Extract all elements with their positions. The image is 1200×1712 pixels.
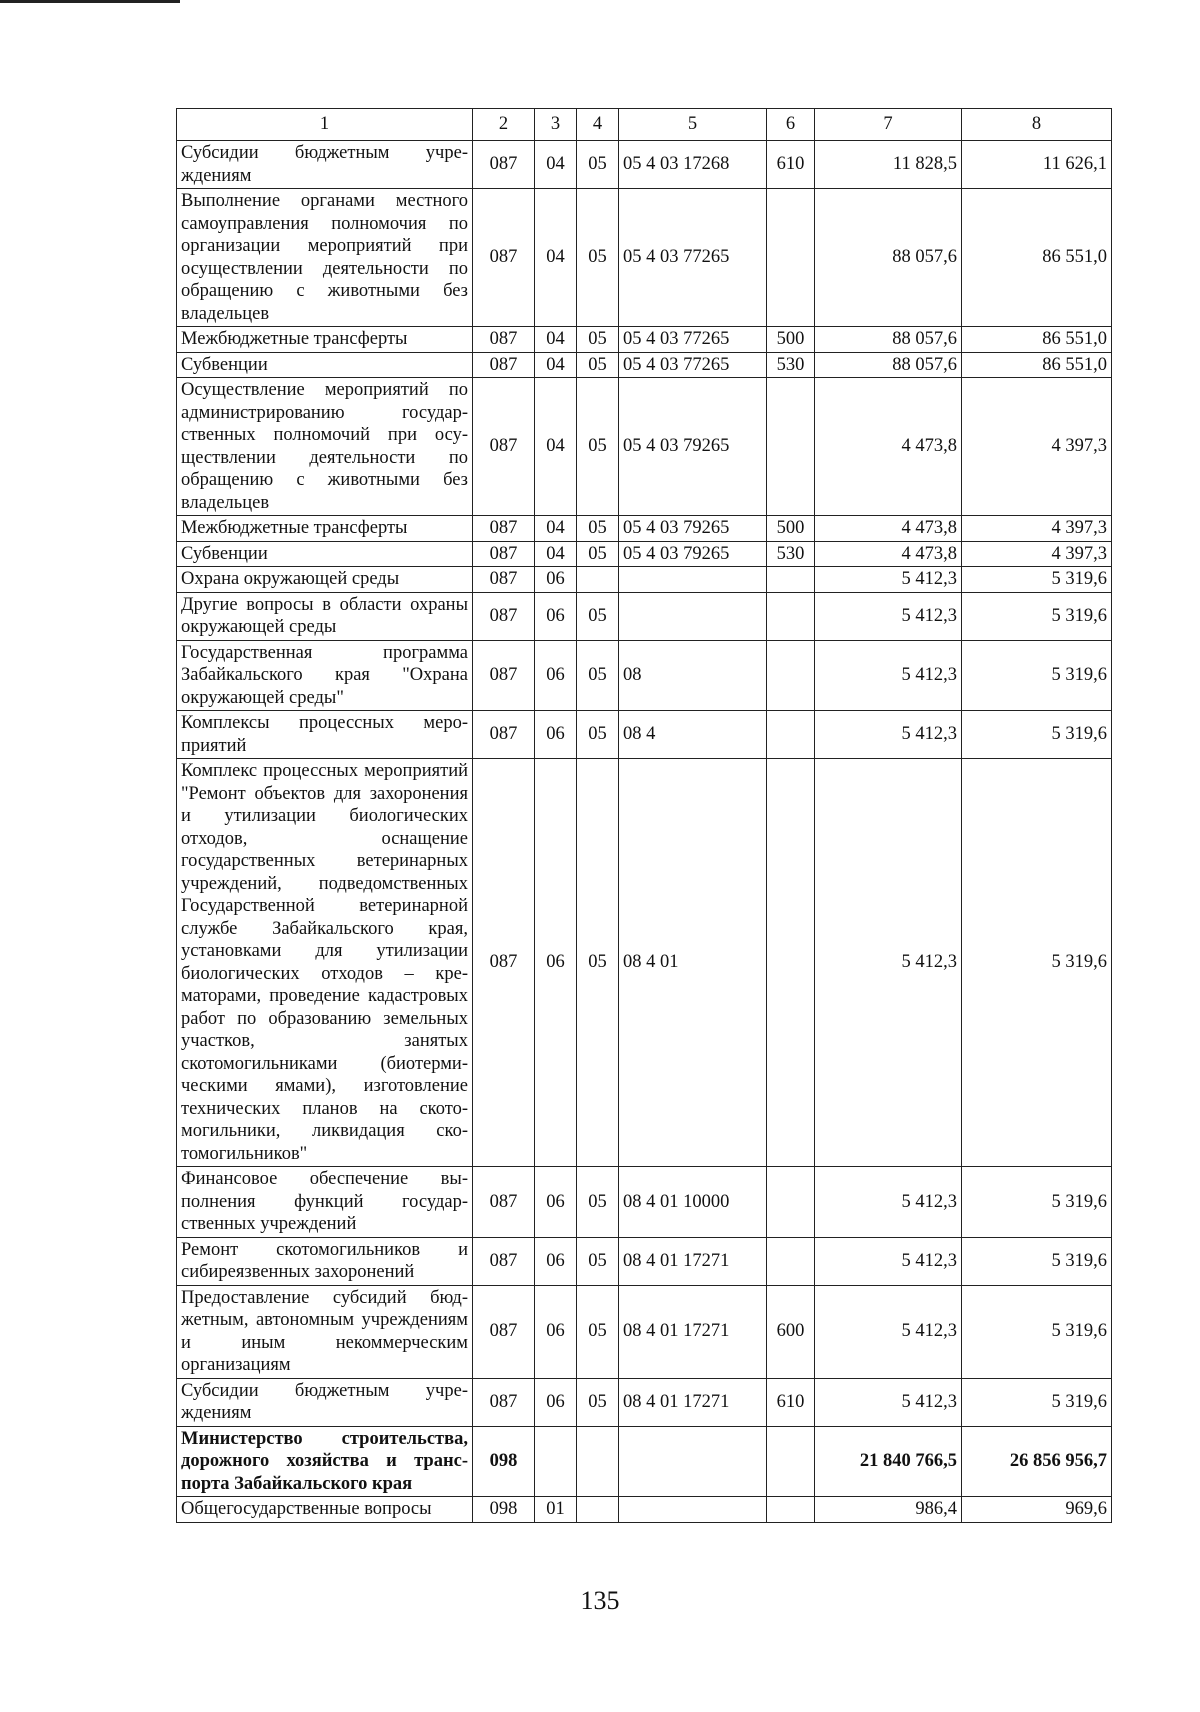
table-body	[177, 141, 1112, 1523]
header-col-2: 2	[473, 109, 535, 141]
row-name-cell: Межбюджетные трансферты	[177, 516, 473, 542]
col-3-cell: 04	[535, 327, 577, 353]
table-row	[177, 1237, 1112, 1285]
col-5-cell	[619, 567, 767, 593]
col-4-cell: 05	[577, 1167, 619, 1238]
header-col-3: 3	[535, 109, 577, 141]
col-2-cell: 087	[473, 1237, 535, 1285]
col-5-cell: 08 4 01 17271	[619, 1237, 767, 1285]
col-6-cell: 610	[767, 141, 815, 189]
col-5-cell: 05 4 03 77265	[619, 352, 767, 378]
row-name-cell: Осуществление мероприятий по администрированию государственных полномочий при осуществлении деятельности по обращению с животными без владельцев	[177, 378, 473, 516]
table-row	[177, 378, 1112, 516]
header-col-7: 7	[815, 109, 962, 141]
row-name-cell: Субсидии бюджетным учреждениям	[177, 1378, 473, 1426]
col-5-cell: 08	[619, 640, 767, 711]
col-7-cell: 5 412,3	[815, 1167, 962, 1238]
table-row	[177, 567, 1112, 593]
col-7-cell: 5 412,3	[815, 567, 962, 593]
col-6-cell	[767, 567, 815, 593]
col-4-cell: 05	[577, 352, 619, 378]
col-3-cell: 06	[535, 1285, 577, 1378]
col-4-cell: 05	[577, 378, 619, 516]
col-2-cell: 087	[473, 327, 535, 353]
col-7-cell: 5 412,3	[815, 1378, 962, 1426]
col-7-cell: 88 057,6	[815, 352, 962, 378]
col-5-cell: 05 4 03 17268	[619, 141, 767, 189]
col-2-cell: 087	[473, 1285, 535, 1378]
col-8-cell: 11 626,1	[962, 141, 1112, 189]
header-col-8: 8	[962, 109, 1112, 141]
col-3-cell: 04	[535, 352, 577, 378]
col-2-cell: 087	[473, 1378, 535, 1426]
table-row	[177, 1426, 1112, 1497]
col-2-cell: 087	[473, 711, 535, 759]
col-7-cell: 11 828,5	[815, 141, 962, 189]
row-name-cell: Ремонт скотомогильников и сибиреязвенных захоронений	[177, 1237, 473, 1285]
col-6-cell	[767, 759, 815, 1167]
table-row	[177, 711, 1112, 759]
col-3-cell: 06	[535, 1167, 577, 1238]
col-8-cell: 86 551,0	[962, 189, 1112, 327]
row-name-cell: Предоставление субсидий бюджетным, автономным учреждениям и иным некоммерческим организациям	[177, 1285, 473, 1378]
table-row	[177, 1378, 1112, 1426]
table-row	[177, 516, 1112, 542]
col-4-cell: 05	[577, 711, 619, 759]
col-8-cell: 5 319,6	[962, 1285, 1112, 1378]
row-name-cell: Выполнение органами местного самоуправления полномочия по организации мероприятий при осуществлении деятельности по обращению с животными без владельцев	[177, 189, 473, 327]
col-5-cell: 05 4 03 77265	[619, 327, 767, 353]
col-7-cell: 5 412,3	[815, 640, 962, 711]
table-row	[177, 1167, 1112, 1238]
col-3-cell: 06	[535, 567, 577, 593]
col-8-cell: 5 319,6	[962, 1378, 1112, 1426]
col-3-cell: 04	[535, 189, 577, 327]
col-3-cell: 06	[535, 711, 577, 759]
col-8-cell: 969,6	[962, 1497, 1112, 1523]
col-7-cell: 88 057,6	[815, 327, 962, 353]
row-name-cell: Государственная программа Забайкальского края "Охрана окружающей среды"	[177, 640, 473, 711]
col-5-cell: 08 4 01	[619, 759, 767, 1167]
col-4-cell: 05	[577, 1378, 619, 1426]
col-8-cell: 5 319,6	[962, 640, 1112, 711]
col-2-cell: 087	[473, 592, 535, 640]
col-7-cell: 5 412,3	[815, 1237, 962, 1285]
row-name-cell: Субвенции	[177, 352, 473, 378]
table-row	[177, 1285, 1112, 1378]
col-6-cell	[767, 711, 815, 759]
col-6-cell	[767, 378, 815, 516]
col-6-cell	[767, 1497, 815, 1523]
col-6-cell	[767, 1237, 815, 1285]
col-4-cell: 05	[577, 592, 619, 640]
col-6-cell: 530	[767, 541, 815, 567]
table-row	[177, 189, 1112, 327]
header-col-5: 5	[619, 109, 767, 141]
top-edge-line	[0, 0, 180, 3]
col-3-cell: 04	[535, 541, 577, 567]
col-2-cell: 098	[473, 1497, 535, 1523]
col-4-cell: 05	[577, 141, 619, 189]
col-8-cell: 4 397,3	[962, 378, 1112, 516]
col-5-cell: 05 4 03 77265	[619, 189, 767, 327]
col-4-cell	[577, 1426, 619, 1497]
header-col-1: 1	[177, 109, 473, 141]
col-5-cell: 05 4 03 79265	[619, 541, 767, 567]
col-2-cell: 087	[473, 541, 535, 567]
table-row	[177, 640, 1112, 711]
col-2-cell: 087	[473, 640, 535, 711]
col-6-cell: 500	[767, 516, 815, 542]
col-8-cell: 4 397,3	[962, 516, 1112, 542]
col-5-cell: 08 4 01 17271	[619, 1378, 767, 1426]
col-6-cell	[767, 1167, 815, 1238]
col-6-cell	[767, 1426, 815, 1497]
col-8-cell: 5 319,6	[962, 567, 1112, 593]
col-2-cell: 087	[473, 141, 535, 189]
table-row	[177, 759, 1112, 1167]
col-7-cell: 88 057,6	[815, 189, 962, 327]
header-col-4: 4	[577, 109, 619, 141]
col-8-cell: 86 551,0	[962, 327, 1112, 353]
col-7-cell: 986,4	[815, 1497, 962, 1523]
col-8-cell: 5 319,6	[962, 592, 1112, 640]
col-3-cell: 06	[535, 759, 577, 1167]
col-2-cell: 087	[473, 1167, 535, 1238]
col-3-cell: 06	[535, 640, 577, 711]
col-4-cell: 05	[577, 327, 619, 353]
col-5-cell: 08 4 01 17271	[619, 1285, 767, 1378]
col-5-cell: 05 4 03 79265	[619, 516, 767, 542]
col-3-cell: 06	[535, 1237, 577, 1285]
col-4-cell	[577, 567, 619, 593]
col-2-cell: 087	[473, 759, 535, 1167]
row-name-cell: Комплексы процессных мероприятий	[177, 711, 473, 759]
col-6-cell: 500	[767, 327, 815, 353]
table-row	[177, 1497, 1112, 1523]
col-8-cell: 5 319,6	[962, 1237, 1112, 1285]
col-3-cell: 04	[535, 378, 577, 516]
col-7-cell: 5 412,3	[815, 1285, 962, 1378]
col-2-cell: 087	[473, 352, 535, 378]
col-3-cell: 04	[535, 141, 577, 189]
col-4-cell: 05	[577, 759, 619, 1167]
col-2-cell: 087	[473, 378, 535, 516]
row-name-cell: Общегосударственные вопросы	[177, 1497, 473, 1523]
col-5-cell	[619, 1497, 767, 1523]
col-6-cell	[767, 640, 815, 711]
col-3-cell: 04	[535, 516, 577, 542]
row-name-cell: Межбюджетные трансферты	[177, 327, 473, 353]
row-name-cell: Другие вопросы в области охраны окружающей среды	[177, 592, 473, 640]
row-name-cell: Финансовое обеспечение выполнения функций государственных учреждений	[177, 1167, 473, 1238]
col-4-cell: 05	[577, 1285, 619, 1378]
col-5-cell: 05 4 03 79265	[619, 378, 767, 516]
col-7-cell: 5 412,3	[815, 759, 962, 1167]
col-7-cell: 4 473,8	[815, 378, 962, 516]
col-5-cell: 08 4 01 10000	[619, 1167, 767, 1238]
row-name-cell: Субсидии бюджетным учреждениям	[177, 141, 473, 189]
header-col-6: 6	[767, 109, 815, 141]
col-4-cell: 05	[577, 189, 619, 327]
col-3-cell: 06	[535, 1378, 577, 1426]
table-row	[177, 352, 1112, 378]
col-4-cell: 05	[577, 1237, 619, 1285]
col-6-cell	[767, 592, 815, 640]
col-3-cell	[535, 1426, 577, 1497]
col-4-cell: 05	[577, 516, 619, 542]
budget-table	[176, 108, 1112, 1523]
table-row	[177, 592, 1112, 640]
col-2-cell: 087	[473, 189, 535, 327]
col-5-cell: 08 4	[619, 711, 767, 759]
row-name-cell: Субвенции	[177, 541, 473, 567]
col-4-cell	[577, 1497, 619, 1523]
col-8-cell: 86 551,0	[962, 352, 1112, 378]
col-2-cell: 098	[473, 1426, 535, 1497]
col-7-cell: 4 473,8	[815, 516, 962, 542]
col-8-cell: 26 856 956,7	[962, 1426, 1112, 1497]
col-2-cell: 087	[473, 567, 535, 593]
col-4-cell: 05	[577, 640, 619, 711]
col-2-cell: 087	[473, 516, 535, 542]
col-8-cell: 5 319,6	[962, 711, 1112, 759]
col-6-cell: 600	[767, 1285, 815, 1378]
col-3-cell: 01	[535, 1497, 577, 1523]
col-4-cell: 05	[577, 541, 619, 567]
col-6-cell	[767, 189, 815, 327]
table-row	[177, 327, 1112, 353]
col-7-cell: 5 412,3	[815, 592, 962, 640]
col-8-cell: 5 319,6	[962, 1167, 1112, 1238]
col-7-cell: 21 840 766,5	[815, 1426, 962, 1497]
col-3-cell: 06	[535, 592, 577, 640]
col-6-cell: 610	[767, 1378, 815, 1426]
col-8-cell: 4 397,3	[962, 541, 1112, 567]
col-7-cell: 5 412,3	[815, 711, 962, 759]
row-name-cell: Комплекс процессных мероприятий "Ремонт объектов для захоронения и утилизации биологических отходов, оснащение государственных ветеринарных учреждений, подведомственных Государственной ветеринарной службе Забайкальского края, установками для утилизации биологических отходов – крематорами, проведение кадастровых работ по образованию земельных участков, занятых скотомогильниками (биотермическими ямами), изготовление технических планов на скотомогильники, ликвидация скотомогильников"	[177, 759, 473, 1167]
page-number: 135	[580, 1586, 620, 1615]
col-5-cell	[619, 592, 767, 640]
header-row	[177, 109, 1112, 141]
row-name-cell: Охрана окружающей среды	[177, 567, 473, 593]
col-5-cell	[619, 1426, 767, 1497]
row-name-cell: Министерство строительства, дорожного хозяйства и транспорта Забайкальского края	[177, 1426, 473, 1497]
col-6-cell: 530	[767, 352, 815, 378]
table-row	[177, 541, 1112, 567]
col-8-cell: 5 319,6	[962, 759, 1112, 1167]
table-row	[177, 141, 1112, 189]
col-7-cell: 4 473,8	[815, 541, 962, 567]
